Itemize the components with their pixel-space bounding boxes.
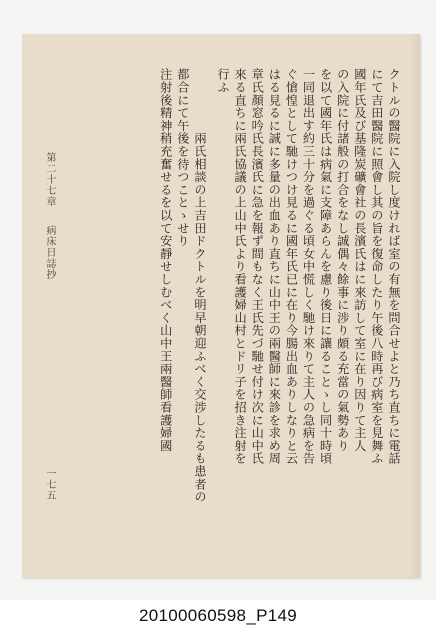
text-column-6: 一同退出す約三十分を過ぐる頃女中慌しく馳け來りて主人の急病を告: [301, 68, 316, 465]
image-caption: 20100060598_P149: [139, 606, 297, 625]
page-number: 一七五: [44, 468, 55, 501]
text-column-12: 兩氏相談の上吉田ドクトルを明早朝迎ふべく交涉したるも患者の: [192, 68, 207, 504]
body-text: [70, 68, 400, 523]
text-column-8: はる見るに誠に多量の出血あり直ちに山中王の兩醫師に來診を求め周: [267, 68, 282, 465]
text-column-4: の入院に付諸般の打合をなし誠偶々餘事に涉り頗る充當の氣勢あり: [335, 68, 350, 452]
text-column-13: 都合にて午後を待つことゝせり: [175, 68, 190, 248]
text-column-14: 注射後精神稍充奮せるを以て安靜せしむべく山中王兩醫師看護婦國: [158, 68, 173, 452]
page-binding-edge: [410, 34, 420, 578]
chapter-label: 第二十七章: [44, 152, 55, 207]
text-column-9: 章氏顏窓吟氏長濱氏に急を報ず間もなく王氏先づ馳せ付け次に山中氏: [250, 68, 265, 465]
text-column-11: 行ふ: [216, 68, 231, 94]
section-title: 病床日誌抄: [44, 225, 55, 280]
text-column-1: クトルの醫院に入院し度ければ室の有無を問合せよと乃ち直ちに電話: [387, 68, 401, 465]
text-column-5: を以て國年氏は病氣に支障あらんを慮り後日に讓ることゝし同十時頃: [318, 68, 333, 465]
text-column-10: 來る直ちに兩氏協議の上山中氏より看護婦山村とドリ子を招き注射を: [233, 68, 248, 465]
text-column-7: ぐ愴惶として馳けつけ見るに國年氏已に在り今腸出血ありしなりと云: [284, 68, 299, 465]
text-column-3: 國年氏及び基隆炭礦會社の長濱氏はに來訪して室に在り因りて主人: [352, 68, 367, 452]
text-column-2: にて吉田醫院に照會し其の旨を復命したり午後八時再び病室を見舞ふ: [369, 68, 384, 465]
running-header: [42, 152, 57, 292]
